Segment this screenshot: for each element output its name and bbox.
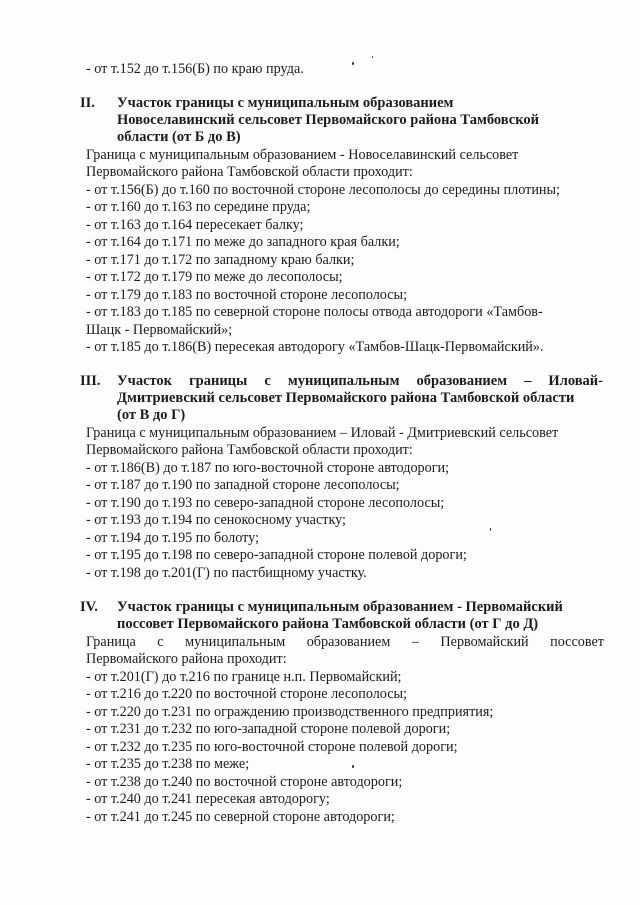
section-3-heading-line: Участок границы с муниципальным образованием – Иловай- xyxy=(117,373,603,389)
section-3-item: - от т.195 до т.198 по северо-западной стороне полевой дороги; xyxy=(86,547,467,563)
section-2-item: - от т.179 до т.183 по восточной стороне лесополосы; xyxy=(86,287,408,303)
section-4-item: - от т.238 до т.240 по восточной стороне автодороги; xyxy=(86,774,403,790)
section-2-item: - от т.183 до т.185 по северной стороне полосы отвода автодороги «Тамбов- xyxy=(86,304,543,320)
section-4-heading-line: Участок границы с муниципальным образованием - Первомайский xyxy=(117,599,563,615)
section-3-heading-line: Дмитриевский сельсовет Первомайского района Тамбовской области xyxy=(117,390,575,406)
section-4-intro-line: Первомайского района проходит: xyxy=(86,651,287,667)
section-4-item: - от т.216 до т.220 по восточной стороне лесополосы; xyxy=(86,686,408,702)
scan-speck xyxy=(352,62,354,65)
section-3-item: - от т.194 до т.195 по болоту; xyxy=(86,530,260,546)
section-4-item: - от т.232 до т.235 по юго-восточной стороне полевой дороги; xyxy=(86,739,458,755)
section-4-item: - от т.220 до т.231 по ограждению производственного предприятия; xyxy=(86,704,494,720)
section-2-heading-line: области (от Б до В) xyxy=(117,129,241,145)
section-3-intro-line: Первомайского района Тамбовской области проходит: xyxy=(86,442,413,458)
section-3-item: - от т.198 до т.201(Г) по пастбищному участку. xyxy=(86,565,367,581)
section-4-item: - от т.201(Г) до т.216 по границе н.п. Первомайский; xyxy=(86,669,402,685)
section-3-numeral: III. xyxy=(80,373,101,389)
section-4-item: - от т.240 до т.241 пересекая автодорогу; xyxy=(86,791,330,807)
section-2-item: - от т.164 до т.171 по меже до западного края балки; xyxy=(86,234,400,250)
section-2-intro-line: Первомайского района Тамбовской области проходит: xyxy=(86,164,413,180)
section-4-item: - от т.235 до т.238 по меже; xyxy=(86,756,250,772)
section-3-heading-line: (от В до Г) xyxy=(117,407,186,423)
section-4-intro-line: Граница с муниципальным образованием – Первомайский поссовет xyxy=(86,634,604,650)
section-3-item: - от т.190 до т.193 по северо-западной стороне лесополосы; xyxy=(86,495,445,511)
section-2-item: Шацк - Первомайский»; xyxy=(86,322,233,338)
section-3-item: - от т.193 до т.194 по сенокосному участку; xyxy=(86,512,346,528)
scan-speck xyxy=(490,528,491,531)
section-4-item: - от т.231 до т.232 по юго-западной стороне полевой дороги; xyxy=(86,721,451,737)
section-2-item: - от т.172 до т.179 по меже до лесополосы; xyxy=(86,269,343,285)
scan-speck xyxy=(352,765,354,768)
section-2-item: - от т.163 до т.164 пересекает балку; xyxy=(86,217,304,233)
section-2-item: - от т.160 до т.163 по середине пруда; xyxy=(86,199,311,215)
section-2-intro-line: Граница с муниципальным образованием - Новоселавинский сельсовет xyxy=(86,147,519,163)
section-2-item: - от т.156(Б) до т.160 по восточной стороне лесополосы до середины плотины; xyxy=(86,182,560,198)
section-3-item: - от т.186(В) до т.187 по юго-восточной стороне автодороги; xyxy=(86,460,450,476)
section-4-numeral: IV. xyxy=(80,599,98,615)
section-4-item: - от т.241 до т.245 по северной стороне автодороги; xyxy=(86,809,395,825)
section-2-heading-line: Участок границы с муниципальным образованием xyxy=(117,95,454,111)
section-2-item: - от т.185 до т.186(В) пересекая автодорогу «Тамбов-Шацк-Первомайский». xyxy=(86,339,544,355)
scan-speck xyxy=(372,56,373,58)
section-2-item: - от т.171 до т.172 по западному краю балки; xyxy=(86,252,355,268)
section-3-item: - от т.187 до т.190 по западной стороне лесополосы; xyxy=(86,477,400,493)
section-2-heading-line: Новоселавинский сельсовет Первомайского района Тамбовской xyxy=(117,112,539,128)
intro-line: - от т.152 до т.156(Б) по краю пруда. xyxy=(86,61,304,77)
section-2-numeral: II. xyxy=(80,95,95,111)
section-3-intro-line: Граница с муниципальным образованием – Иловай - Дмитриевский сельсовет xyxy=(86,425,559,441)
section-4-heading-line: поссовет Первомайского района Тамбовской области (от Г до Д) xyxy=(117,616,539,632)
